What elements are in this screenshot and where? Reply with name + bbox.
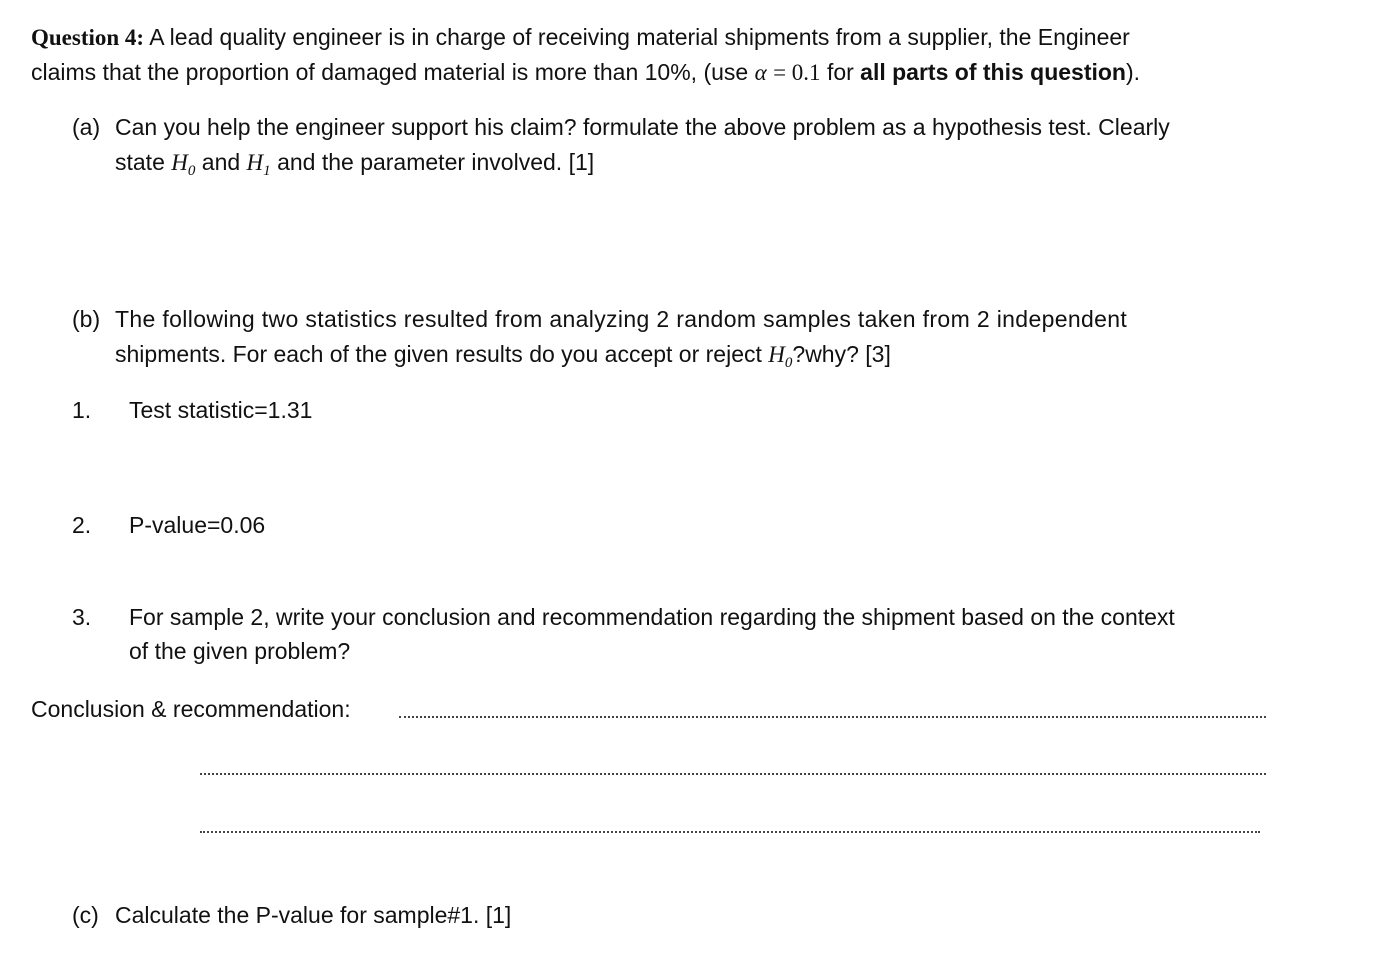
answer-line-1[interactable] [399, 716, 1266, 718]
part-a-line-2 [115, 149, 595, 179]
h0-symbol-b: $H_0$ [768, 342, 793, 371]
answer-line-2[interactable] [200, 773, 1266, 775]
question-line-2 [31, 59, 1140, 86]
item-2-number: 2. [72, 512, 92, 538]
h1-symbol: $H_1$ [246, 150, 271, 179]
item-3-text: For sample 2, write your conclusion and recommendation regarding the shipment based on the context [129, 604, 1175, 630]
question-heading: Question 4: [31, 25, 145, 50]
part-b-line-2 [115, 341, 891, 371]
conclusion-label: Conclusion & recommendation: [31, 696, 351, 722]
item-1-number: 1. [72, 397, 92, 423]
question-text-2-end: ). [1125, 59, 1141, 85]
item-2-text: P-value=0.06 [129, 512, 266, 538]
part-b-text-post: ?why? [3] [792, 341, 891, 367]
part-b-label: (b) [72, 306, 101, 332]
answer-line-3[interactable] [200, 831, 1260, 833]
part-a-text-state: state [115, 149, 165, 175]
question-bold-text: all parts of this question [860, 59, 1126, 85]
part-b-line-1: The following two statistics resulted from analyzing 2 random samples taken from 2 independent [115, 306, 1128, 332]
alpha-value: = 0.1 [773, 60, 821, 85]
item-3-text-2: of the given problem? [129, 638, 351, 664]
item-1-text: Test statistic=1.31 [129, 397, 313, 423]
part-a-line-1: Can you help the engineer support his claim? formulate the above problem as a hypothesis test. Clearly [115, 114, 1170, 140]
question-text-1: A lead quality engineer is in charge of receiving material shipments from a supplier, the Engineer [149, 24, 1130, 50]
part-a-text-and: and [201, 149, 241, 175]
question-line-1 [31, 24, 1130, 51]
part-a-label: (a) [72, 114, 101, 140]
question-text-2b: for [826, 59, 854, 85]
alpha-symbol: α [754, 60, 767, 85]
question-text-2a: claims that the proportion of damaged material is more than 10%, (use [31, 59, 749, 85]
part-b-text-pre: shipments. For each of the given results do you accept or reject [115, 341, 762, 367]
part-c-label: (c) [72, 902, 99, 928]
part-a-text-end: and the parameter involved. [1] [277, 149, 595, 175]
part-c-text: Calculate the P-value for sample#1. [1] [115, 902, 512, 928]
item-3-number: 3. [72, 604, 92, 630]
h0-symbol: $H_0$ [171, 150, 196, 179]
